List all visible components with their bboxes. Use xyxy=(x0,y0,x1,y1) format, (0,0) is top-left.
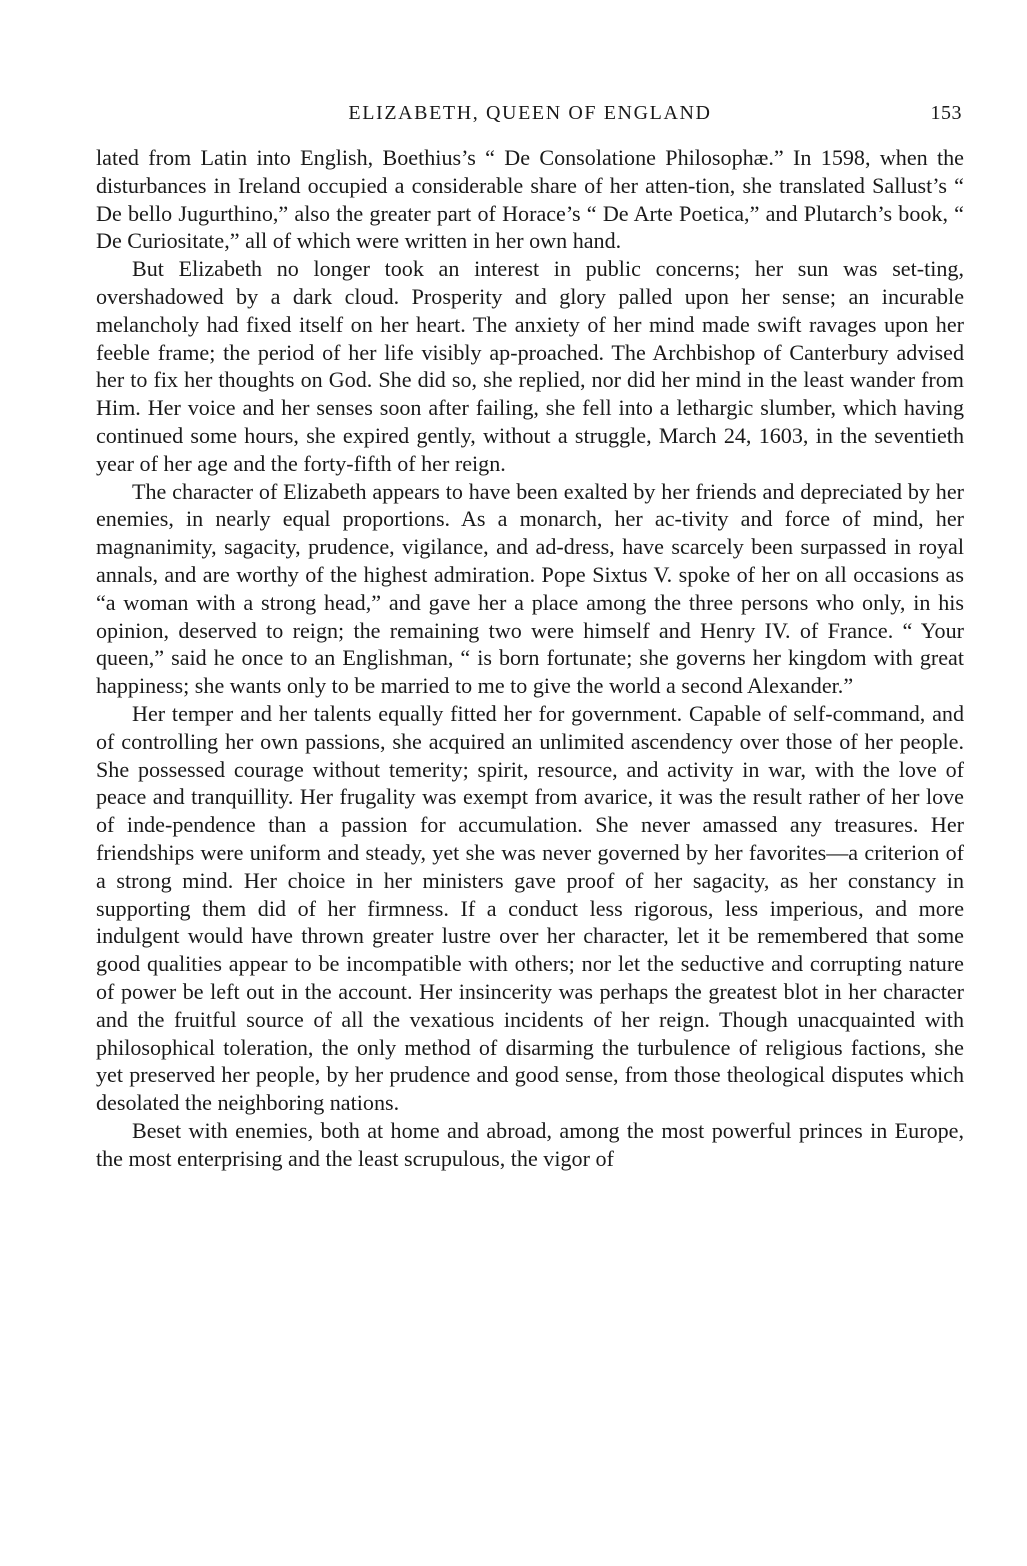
running-head xyxy=(96,96,964,132)
paragraph: The character of Elizabeth appears to have been exalted by her friends and depreciated by her enemies, in nearly equal proportions. As a monarch, her ac-tivity and force of mind, her magnanimity, sagacity, prudence, vigilance, and ad-dress, have scarcely been surpassed in royal annals, and are worthy of the highest admiration. Pope Sixtus V. spoke of her on all occasions as “a woman with a strong head,” and gave her a place among the three persons who only, in his opinion, deserved to reign; the remaining two were himself and Henry IV. of France. “ Your queen,” said he once to an Englishman, “ is born fortunate; she governs her kingdom with great happiness; she wants only to be married to me to give the world a second Alexander.” xyxy=(96,478,964,699)
paragraph: Her temper and her talents equally fitted her for government. Capable of self-command, and of controlling her own passions, she acquired an unlimited ascendency over those of her people. She possessed courage without temerity; spirit, resource, and activity in war, with the love of peace and tranquillity. Her frugality was exempt from avarice, it was the result rather of her love of inde-pendence than a passion for accumulation. She never amassed any treasures. Her friendships were uniform and steady, yet she was never governed by her favorites—a criterion of a strong mind. Her choice in her ministers gave proof of her sagacity, as her constancy in supporting them did of her firmness. If a conduct less rigorous, less imperious, and more indulgent would have thrown greater lustre over her character, let it be remembered that some good qualities appear to be incompatible with others; nor let the seductive and corrupting nature of power be left out in the account. Her insincerity was perhaps the greatest blot in her character and the fruitful source of all the vexatious incidents of her reign. Though unacquainted with philosophical toleration, the only method of disarming the turbulence of religious factions, she yet preserved her people, by her prudence and good sense, from those theological disputes which desolated the neighboring nations. xyxy=(96,700,964,1116)
body-text xyxy=(96,144,964,1172)
book-page xyxy=(96,96,964,1172)
paragraph: Beset with enemies, both at home and abroad, among the most powerful princes in Europe, the most enterprising and the least scrupulous, the vigor of xyxy=(96,1117,964,1171)
page-number: 153 xyxy=(930,102,962,124)
running-title: ELIZABETH, QUEEN OF ENGLAND xyxy=(348,102,712,124)
paragraph: But Elizabeth no longer took an interest in public concerns; her sun was set-ting, overshadowed by a dark cloud. Prosperity and glory palled upon her sense; an incurable melancholy had fixed itself on her heart. The anxiety of her mind made swift ravages upon her feeble frame; the period of her life visibly ap-proached. The Archbishop of Canterbury advised her to fix her thoughts on God. She did so, she replied, nor did her mind in the least wander from Him. Her voice and her senses soon after failing, she fell into a lethargic slumber, which having continued some hours, she expired gently, without a struggle, March 24, 1603, in the seventieth year of her age and the forty-fifth of her reign. xyxy=(96,256,964,476)
paragraph: lated from Latin into English, Boethius’s “ De Consolatione Philosophæ.” In 1598, when the disturbances in Ireland occupied a considerable share of her atten-tion, she translated Sallust’s “ De bello Jugurthino,” also the greater part of Horace’s “ De Arte Poetica,” and Plutarch’s book, “ De Curiositate,” all of which were written in her own hand. xyxy=(96,145,964,254)
